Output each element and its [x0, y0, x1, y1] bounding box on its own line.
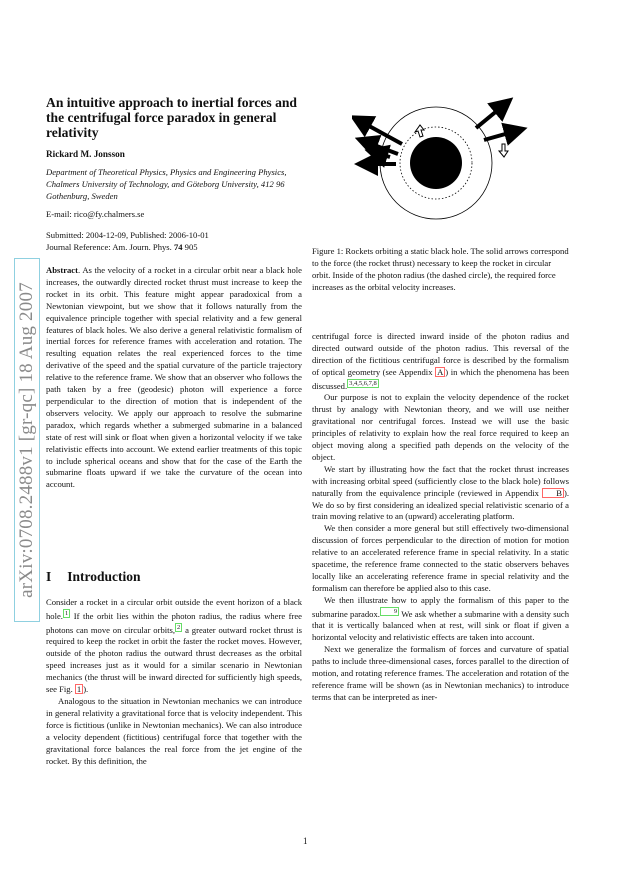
section-heading — [46, 569, 141, 585]
abstract-label: Abstract — [46, 265, 78, 275]
page-number: 1 — [303, 836, 308, 846]
author-name: Rickard M. Jonsson — [46, 149, 125, 159]
right-paragraph-2: Our purpose is not to explain the velocity dependence of the rocket thrust by analogy with Newtonian theory, and we will use neither gravitational nor centrifugal forces. Instead we will use the basic principles of relativity to explain how the real force required to keep an object moving along a specified path depends on the velocity of the object. — [312, 392, 569, 462]
hollow-arrow — [415, 125, 424, 137]
right-column-body — [312, 331, 569, 704]
thrust-arrow — [366, 142, 398, 154]
citation-link[interactable]: 9 — [380, 607, 399, 616]
journal-volume: 74 — [173, 242, 183, 252]
right-paragraph-4: We then consider a more general but still effectively two-dimensional discussion of forces perpendicular to the direction of motion for motion relative to an accelerated reference frame in special relativity. In a static spacetime, the reference frame connected to the static observers behaves locally like an accelerating reference frame in special relativity and the formalism can therefore be applied also to this case. — [312, 523, 569, 593]
appendix-link[interactable]: B — [542, 488, 564, 498]
citation-link[interactable]: 2 — [177, 623, 181, 631]
section-title: Introduction — [67, 569, 141, 584]
right-text-3a: We start by illustrating how the fact that the rocket thrust increases with increasing orbital speed (sufficiently close to the black hole) follows naturally from the equivalence principle (reviewed in Appendix — [312, 463, 569, 498]
citation-link[interactable]: 3,4,5,6,7,8 — [349, 379, 377, 387]
right-text-5b: We ask whether a submarine with a density such that it is vertically balanced when at rest, will sink or float if given a horizontal velocity and relativistic effects are taken into account. — [312, 608, 569, 643]
right-paragraph-1 — [312, 331, 569, 392]
abstract-text: . As the velocity of a rocket in a circular orbit near a black hole increases, the outwardly directed rocket thrust must increase to keep the rocket in its orbit. This feature might appear paradoxical from a Newtonian viewpoint, but we show that it follows naturally from the equivalence principle together with special relativity and a few general features of black holes. We also derive a general relativistic formalism of inertial forces for reference frames with acceleration and rotation. The resulting equation relates the real experienced forces to the time derivative of the speed and the spatial curvature of the particle trajectory relative to the reference frame. We show that an observer who follows the path taken by a free (geodesic) photon will experience a force perpendicular to the direction of motion that is independent of the observers velocity. We apply our approach to resolve the submarine paradox, which regards whether a submerged submarine in a balanced state of rest will sink or float when given a horizontal velocity if we take relativistic effects into account. We extend earlier treatments of this topic to include spherical oceans and show that for the case of the Earth the submarine floats upward if we take the curvature of the ocean into account. — [46, 265, 302, 490]
journal-page: 905 — [182, 242, 198, 252]
right-text-5a: We then illustrate how to apply the formalism of this paper to the submarine paradox. — [312, 594, 569, 619]
journal-reference — [46, 241, 198, 253]
submission-dates: Submitted: 2004-12-09, Published: 2006-10-01 — [46, 230, 209, 240]
intro-text-1b: If the orbit lies within the photon radius, the radius where free photons can move on circular orbits, — [46, 610, 302, 635]
right-text-1a: centrifugal force is directed inward inside of the photon radius and directed outward outside of the photon radius. This reversal of the direction of the fictitious centrifugal force is described by the formalism of optical geometry (see Appendix — [312, 331, 569, 377]
intro-text-1a: Consider a rocket in a circular orbit outside the event horizon of a black hole. — [46, 597, 302, 621]
thrust-arrow — [476, 105, 504, 128]
thrust-arrow — [376, 153, 390, 157]
intro-text-1d: ). — [83, 684, 89, 695]
right-paragraph-6: Next we generalize the formalism of forces and curvature of spatial paths to include three-dimensional cases, forces parallel to the direction of motion, and rotating reference frames. The acceleration and rotation of the reference frame will be shown (as in Newtonian mechanics) to introduce terms that can be interpreted as iner- — [312, 644, 569, 702]
author-affiliation: Department of Theoretical Physics, Physics and Engineering Physics, Chalmers University of Technology, and Göteborg University, 412 96 Gothenburg, Sweden — [46, 167, 287, 201]
black-hole — [410, 137, 462, 189]
figure-black-hole-rockets — [352, 97, 538, 243]
journal-prefix: Journal Reference: Am. Journ. Phys. — [46, 242, 174, 252]
right-paragraph-3 — [312, 464, 569, 524]
thrust-arrow — [484, 131, 516, 140]
figure-reference-link[interactable]: 1 — [76, 684, 82, 695]
right-text-1b: ) in which the phenomena has been discussed. — [312, 366, 569, 391]
arxiv-identifier: arXiv:0708.2488v1 [gr-qc] 18 Aug 2007 — [16, 282, 37, 598]
citation-link[interactable]: 1 — [64, 609, 69, 617]
arxiv-sidebar-stamp — [14, 258, 40, 622]
abstract — [46, 265, 302, 491]
hollow-arrow — [499, 144, 508, 157]
paper-title: An intuitive approach to inertial forces and the centrifugal force paradox in general relativity — [46, 95, 297, 140]
intro-paragraph-1 — [46, 597, 302, 696]
introduction-body — [46, 597, 302, 767]
figure-caption: Figure 1: Rockets orbiting a static black hole. The solid arrows correspond to the force (the rocket thrust) necessary to keep the rocket in circular orbit. Inside of the photon radius (the dashed circle), the required force increases as the orbital velocity increases. — [312, 246, 569, 292]
section-number: I — [46, 569, 52, 584]
intro-text-1c: a greater outward rocket thrust is required to keep the rocket in orbit the faster the rocket moves. However, outside of the photon radius the outward thrust decreases as the orbital speed increases just as it would for a similar scenario in Newtonian mechanics (the thrust will be inward directed for sufficiently high speeds, see Fig. — [46, 624, 302, 695]
right-text-3b: ). We do so by first considering an idealized special relativistic scenario of a train moving relative to an (upward) accelerating platform. — [312, 487, 569, 522]
right-paragraph-5 — [312, 595, 569, 644]
intro-paragraph-2: Analogous to the situation in Newtonian mechanics we can introduce in general relativity a gravitational force that is velocity independent. This force is fictitious (unlike in Newtonian mechanics). We can also introduce a velocity dependent (fictitious) centrifugal force that together with the gravitational force balances the real force from the jet engine of the rocket. By this definition, the — [46, 695, 302, 766]
author-email: E-mail: rico@fy.chalmers.se — [46, 209, 145, 219]
appendix-link[interactable]: A — [437, 366, 444, 377]
